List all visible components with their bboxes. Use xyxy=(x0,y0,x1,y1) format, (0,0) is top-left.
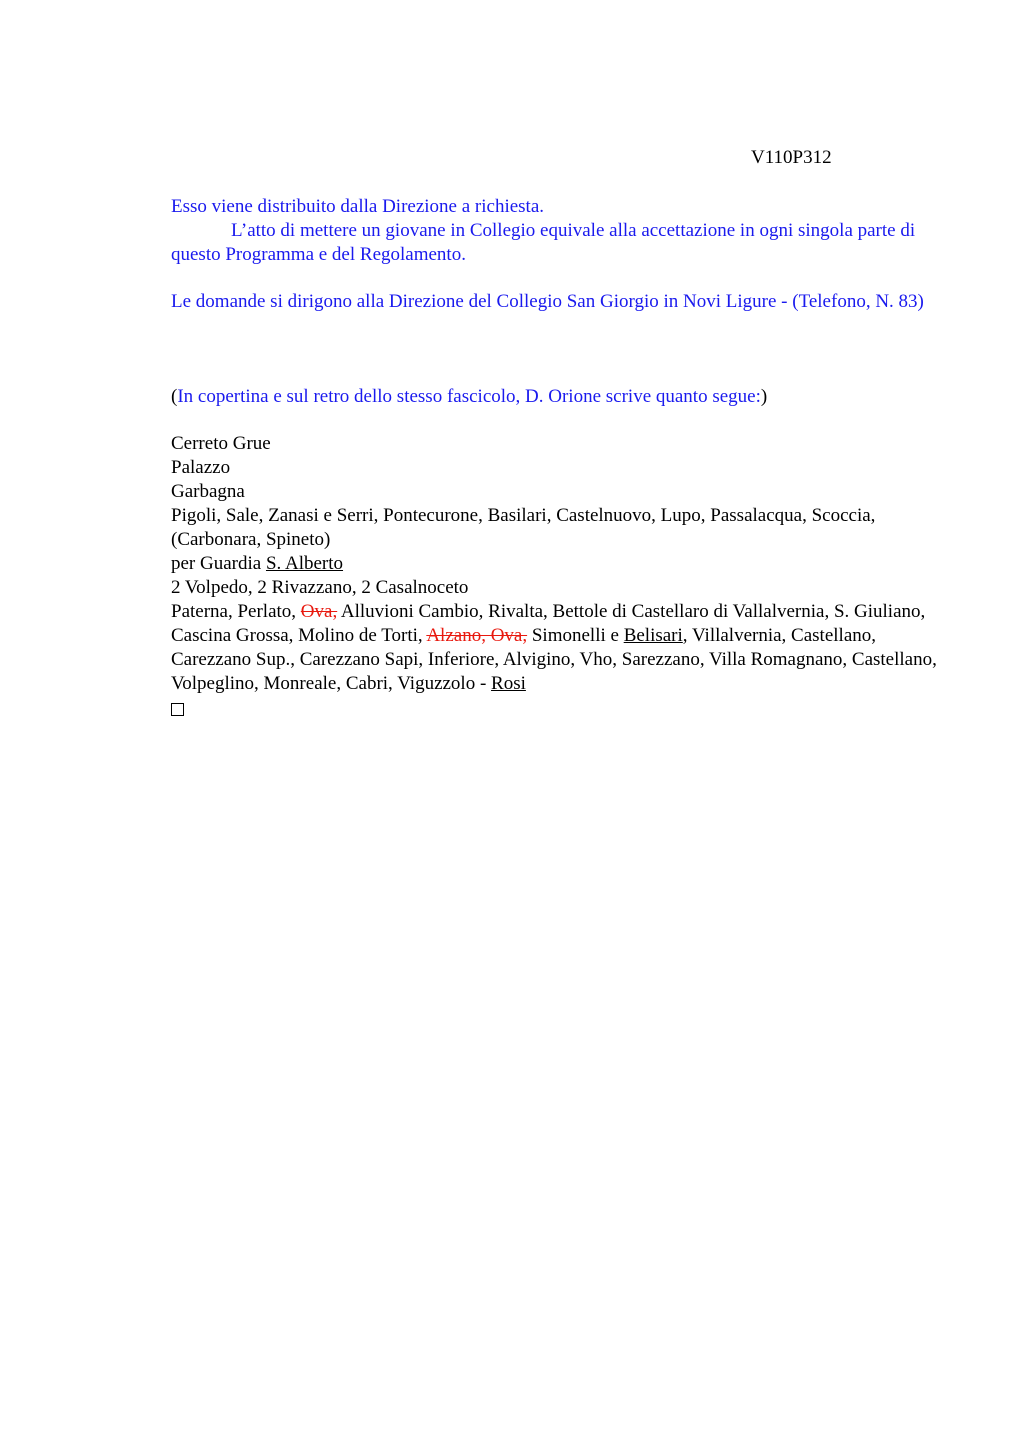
l7-part-c: Simonelli e xyxy=(527,625,624,646)
note-close-paren: ) xyxy=(760,386,768,407)
intro-line-1: Esso viene distribuito dalla Direzione a richiesta. xyxy=(171,196,545,217)
l7-struck-1: Ova, xyxy=(300,601,338,622)
l7-struck-2: Alzano, Ova, xyxy=(426,625,528,646)
place-list xyxy=(171,432,941,720)
note-open-paren: ( xyxy=(171,386,178,407)
l7-underlined-2: Rosi xyxy=(491,673,526,694)
l7-underlined-1: Belisari xyxy=(623,625,683,646)
domande-text: Le domande si dirigono alla Direzione del Collegio San Giorgio in Novi Ligure - (Telefono, N. 83) xyxy=(171,291,924,312)
empty-box-icon xyxy=(171,703,184,716)
list-line-7 xyxy=(171,600,941,696)
guardia-underlined: S. Alberto xyxy=(265,553,344,574)
l7-part-d: , Villalvernia, Castellano, Carezzano Sup., Carezzano Sapi, Inferiore, Alvigino, Vho, Sarezzano, Villa Romagnano, Castellano, Volpeglino, Monreale, Cabri, Viguzzolo - xyxy=(171,625,937,694)
domande-paragraph xyxy=(171,290,941,314)
page-id: V110P312 xyxy=(751,147,832,168)
l7-part-a: Paterna, Perlato, xyxy=(171,601,301,622)
list-line-1: Cerreto Grue xyxy=(171,433,271,454)
note-paragraph xyxy=(171,385,941,409)
list-line-2: Palazzo xyxy=(171,457,231,478)
guardia-prefix: per Guardia xyxy=(171,553,266,574)
note-line xyxy=(171,385,941,409)
list-line-3: Garbagna xyxy=(171,481,245,502)
intro-line-2: L’atto di mettere un giovane in Collegio equivale alla accettazione in ogni singola parte di questo Programma e del Regolamento. xyxy=(171,220,916,265)
end-marker-line xyxy=(171,696,941,720)
intro-paragraph xyxy=(171,195,941,267)
l7-part-b: Alluvioni Cambio, Rivalta, Bettole di Castellaro di Vallalvernia, S. Giuliano, Cascina Grossa, Molino de Torti, xyxy=(171,601,926,646)
list-line-5 xyxy=(171,552,941,576)
list-line-6: 2 Volpedo, 2 Rivazzano, 2 Casalnoceto xyxy=(171,577,469,598)
note-text: In copertina e sul retro dello stesso fascicolo, D. Orione scrive quanto segue: xyxy=(177,386,761,407)
list-line-4: Pigoli, Sale, Zanasi e Serri, Pontecurone, Basilari, Castelnuovo, Lupo, Passalacqua, Scoccia, (Carbonara, Spineto) xyxy=(171,505,876,550)
